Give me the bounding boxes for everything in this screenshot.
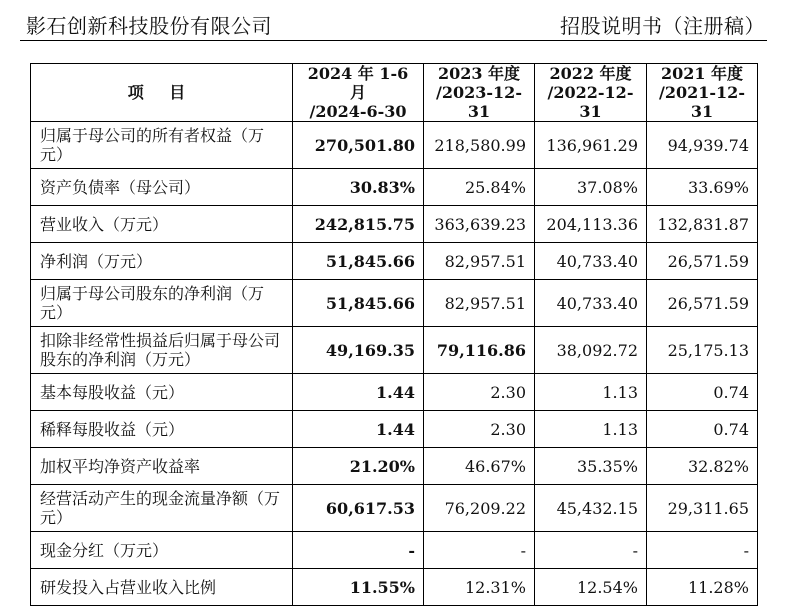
row-value: 0.74 (647, 374, 758, 411)
row-value: 26,571.59 (647, 280, 758, 327)
row-value: 40,733.40 (535, 243, 647, 280)
row-value: 60,617.53 (293, 485, 424, 532)
row-value: 25.84% (424, 169, 535, 206)
row-value: 242,815.75 (293, 206, 424, 243)
row-value: 82,957.51 (424, 280, 535, 327)
document-type: 招股说明书（注册稿） (560, 14, 765, 38)
row-value: 46.67% (424, 448, 535, 485)
row-value: 37.08% (535, 169, 647, 206)
row-value: 32.82% (647, 448, 758, 485)
column-header-2022-line1: 2022 年度 /2022-12-31 (547, 64, 634, 121)
column-header-2022 (535, 64, 647, 122)
row-value: - (647, 532, 758, 569)
row-value: 94,939.74 (647, 122, 758, 169)
financial-indicators-table (30, 63, 758, 606)
row-value: 1.44 (293, 411, 424, 448)
column-header-2021-line1: 2021 年度 /2021-12-31 (659, 64, 745, 121)
table-row (31, 532, 758, 569)
column-header-2023 (424, 64, 535, 122)
column-header-2024h1 (293, 64, 424, 122)
table-row (31, 280, 758, 327)
row-value: - (535, 532, 647, 569)
row-value: 2.30 (424, 374, 535, 411)
table-row (31, 243, 758, 280)
table-header-row (31, 64, 758, 122)
row-value: 1.44 (293, 374, 424, 411)
table-row (31, 122, 758, 169)
row-value: 26,571.59 (647, 243, 758, 280)
row-value: 40,733.40 (535, 280, 647, 327)
row-value: 82,957.51 (424, 243, 535, 280)
row-label: 基本每股收益（元） (31, 374, 293, 411)
table-row (31, 411, 758, 448)
row-value: 51,845.66 (293, 280, 424, 327)
row-value: 218,580.99 (424, 122, 535, 169)
column-header-2023-line1: 2023 年度 /2023-12-31 (436, 64, 522, 121)
row-value: 38,092.72 (535, 327, 647, 374)
row-label: 营业收入（万元） (31, 206, 293, 243)
page-header (20, 0, 767, 40)
table-row (31, 327, 758, 374)
row-label: 稀释每股收益（元） (31, 411, 293, 448)
table-row (31, 374, 758, 411)
row-value: 363,639.23 (424, 206, 535, 243)
company-name: 影石创新科技股份有限公司 (26, 14, 272, 38)
row-value: 2.30 (424, 411, 535, 448)
row-value: 11.55% (293, 569, 424, 606)
row-value: 79,116.86 (424, 327, 535, 374)
table-body (31, 122, 758, 606)
row-label: 经营活动产生的现金流量净额（万元） (31, 485, 293, 532)
table-row (31, 485, 758, 532)
row-value: - (293, 532, 424, 569)
column-header-item: 项 目 (31, 64, 293, 122)
row-value: 11.28% (647, 569, 758, 606)
row-value: 25,175.13 (647, 327, 758, 374)
row-value: 1.13 (535, 411, 647, 448)
table-row (31, 569, 758, 606)
row-value: 30.83% (293, 169, 424, 206)
row-value: 33.69% (647, 169, 758, 206)
row-value: 21.20% (293, 448, 424, 485)
row-label: 归属于母公司股东的净利润（万元） (31, 280, 293, 327)
row-value: 51,845.66 (293, 243, 424, 280)
row-value: 49,169.35 (293, 327, 424, 374)
row-value: - (424, 532, 535, 569)
row-label: 加权平均净资产收益率 (31, 448, 293, 485)
row-value: 1.13 (535, 374, 647, 411)
table-row (31, 448, 758, 485)
column-header-2021 (647, 64, 758, 122)
row-value: 76,209.22 (424, 485, 535, 532)
row-label: 扣除非经常性损益后归属于母公司股东的净利润（万元） (31, 327, 293, 374)
column-header-2024h1-line1: 2024 年 1-6 月 /2024-6-30 (307, 64, 409, 121)
row-label: 归属于母公司的所有者权益（万元） (31, 122, 293, 169)
row-value: 270,501.80 (293, 122, 424, 169)
row-label: 净利润（万元） (31, 243, 293, 280)
row-value: 29,311.65 (647, 485, 758, 532)
row-label: 资产负债率（母公司） (31, 169, 293, 206)
row-value: 136,961.29 (535, 122, 647, 169)
row-value: 204,113.36 (535, 206, 647, 243)
row-value: 132,831.87 (647, 206, 758, 243)
table-row (31, 206, 758, 243)
row-label: 现金分红（万元） (31, 532, 293, 569)
table-row (31, 169, 758, 206)
row-value: 45,432.15 (535, 485, 647, 532)
row-label: 研发投入占营业收入比例 (31, 569, 293, 606)
row-value: 12.54% (535, 569, 647, 606)
row-value: 35.35% (535, 448, 647, 485)
header-divider (20, 40, 767, 41)
row-value: 0.74 (647, 411, 758, 448)
row-value: 12.31% (424, 569, 535, 606)
